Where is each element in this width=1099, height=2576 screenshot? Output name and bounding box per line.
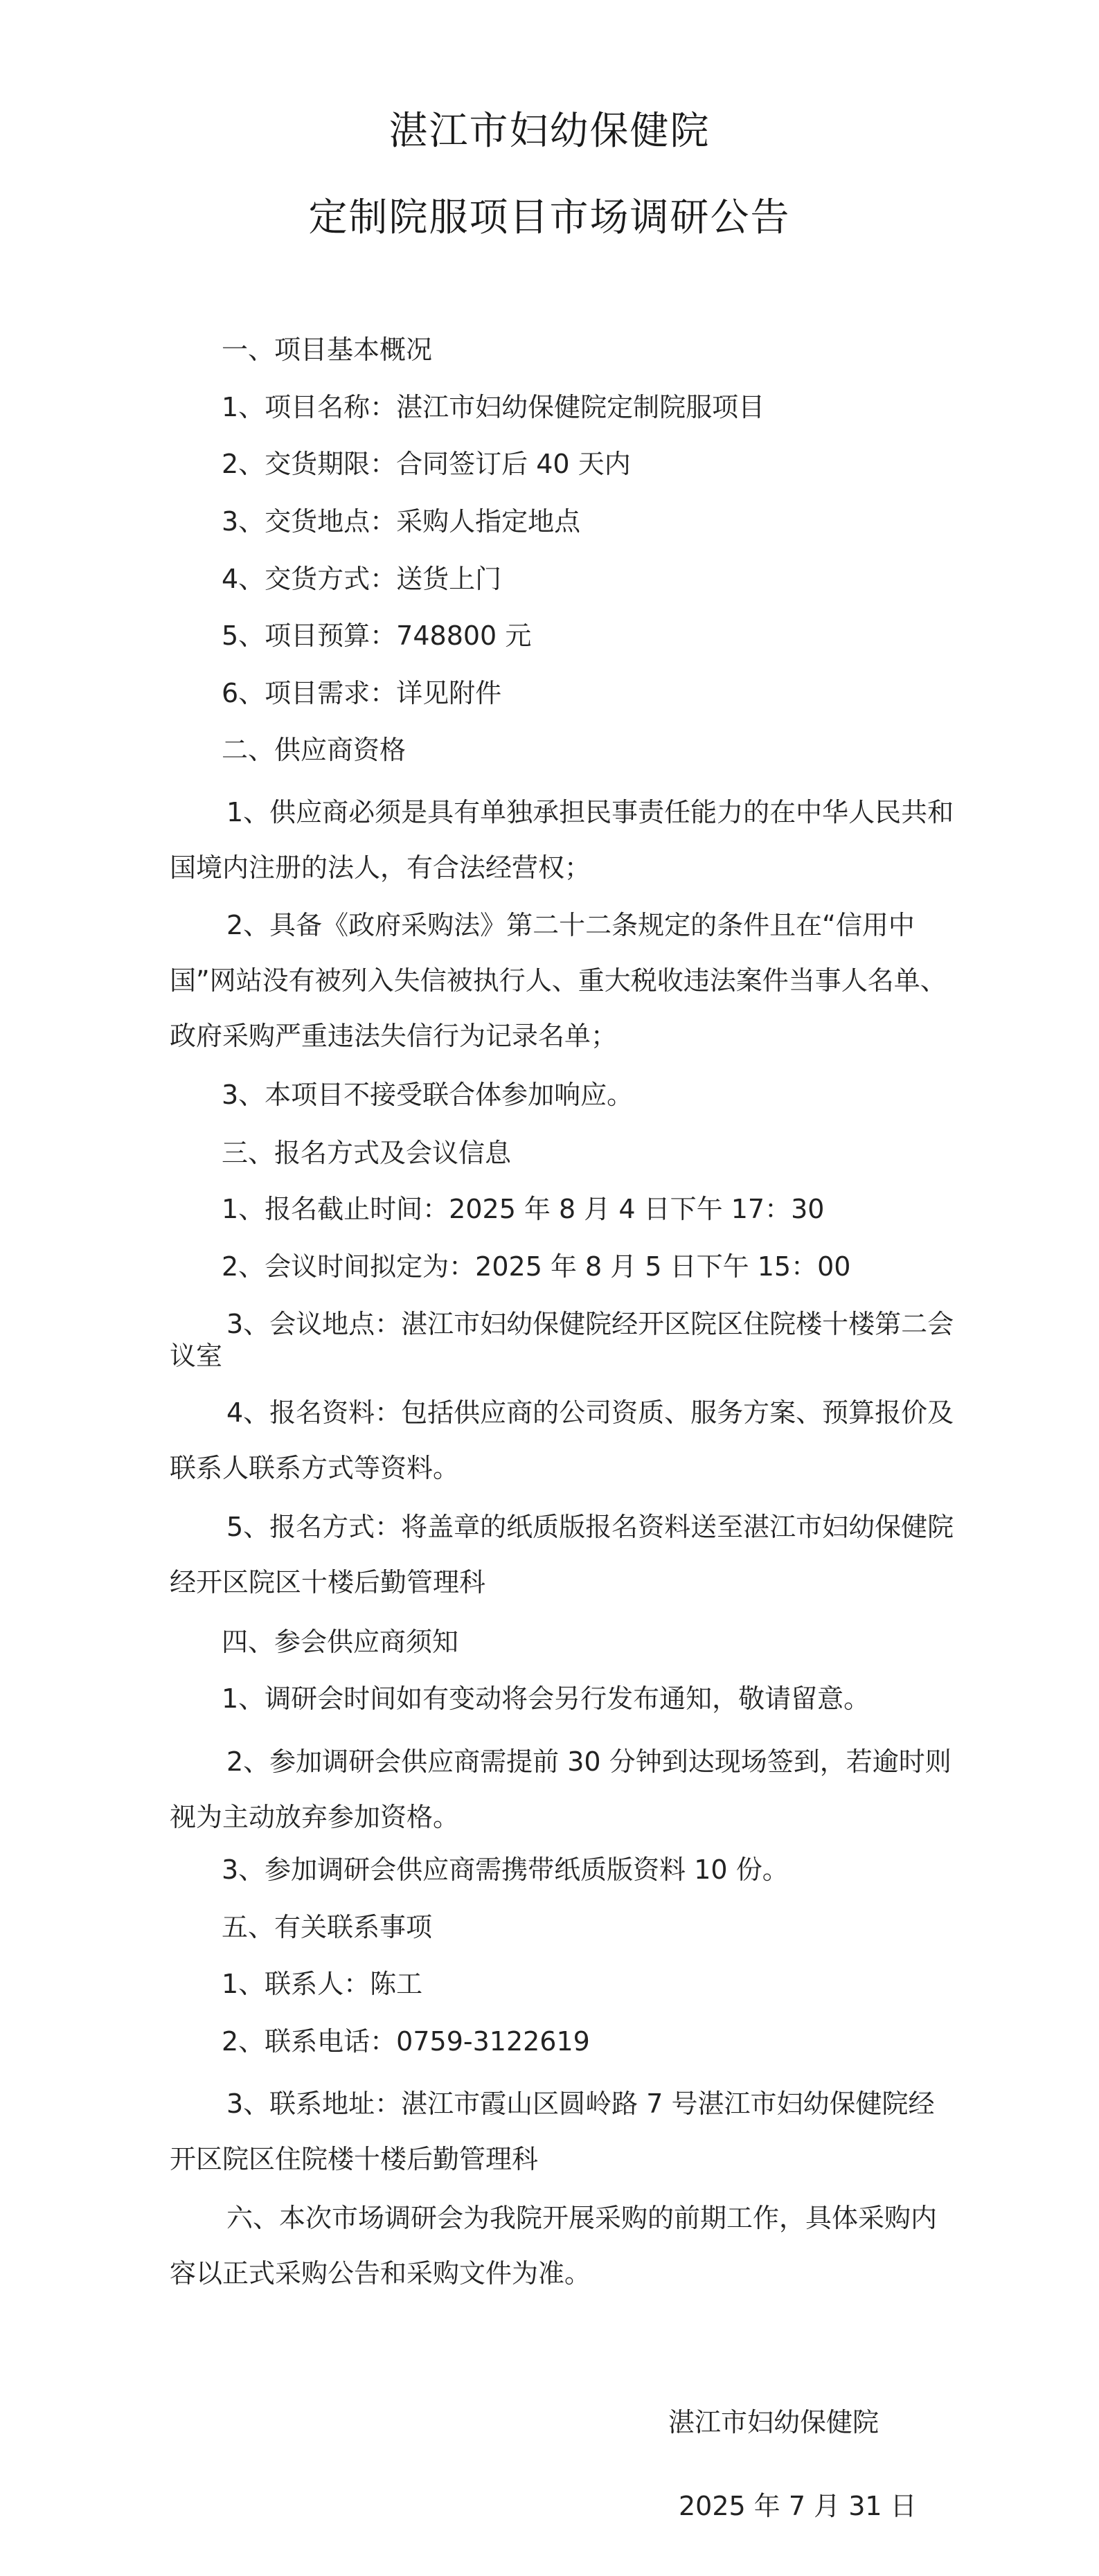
section-1-heading: 一、项目基本概况 xyxy=(222,334,433,365)
section-3-heading: 三、报名方式及会议信息 xyxy=(222,1138,512,1168)
section-2-heading: 二、供应商资格 xyxy=(222,735,406,765)
closing-statement: 六、本次市场调研会为我院开展采购的前期工作，具体采购内容以正式采购公告和采购文件为准。 xyxy=(170,2203,938,2289)
project-requirements: 6、项目需求：详见附件 xyxy=(222,678,502,708)
contact-person: 1、联系人：陈工 xyxy=(222,1969,423,1999)
supplier-qualification-3: 3、本项目不接受联合体参加响应。 xyxy=(222,1080,634,1110)
section-4-heading: 四、参会供应商须知 xyxy=(222,1627,459,1657)
meeting-location: 3、会议地点：湛江市妇幼保健院经开区院区住院楼十楼第二会议室 xyxy=(170,1309,954,1371)
project-name: 1、项目名称：湛江市妇幼保健院定制院服项目 xyxy=(222,392,765,422)
signature-date: 2025 年 7 月 31 日 xyxy=(679,2491,917,2521)
contact-address: 3、联系地址：湛江市霞山区圆岭路 7 号湛江市妇幼保健院经开区院区住院楼十楼后勤管理科 xyxy=(170,2088,935,2174)
registration-materials: 4、报名资料：包括供应商的公司资质、服务方案、预算报价及联系人联系方式等资料。 xyxy=(170,1397,954,1483)
registration-deadline: 1、报名截止时间：2025 年 8 月 4 日下午 17：30 xyxy=(222,1194,825,1224)
delivery-method: 4、交货方式：送货上门 xyxy=(222,564,502,594)
section-5-heading: 五、有关联系事项 xyxy=(222,1912,433,1942)
delivery-period: 2、交货期限：合同签订后 40 天内 xyxy=(222,449,631,479)
signature-organization: 湛江市妇幼保健院 xyxy=(668,2407,879,2438)
meeting-time: 2、会议时间拟定为：2025 年 8 月 5 日下午 15：00 xyxy=(222,1251,851,1282)
notice-3: 3、参加调研会供应商需携带纸质版资料 10 份。 xyxy=(222,1854,789,1885)
registration-method: 5、报名方式：将盖章的纸质版报名资料送至湛江市妇幼保健院经开区院区十楼后勤管理科 xyxy=(170,1512,954,1598)
delivery-location: 3、交货地点：采购人指定地点 xyxy=(222,506,581,537)
project-budget: 5、项目预算：748800 元 xyxy=(222,620,532,651)
document-title-line-2: 定制院服项目市场调研公告 xyxy=(308,195,791,240)
supplier-qualification-1: 1、供应商必须是具有单独承担民事责任能力的在中华人民共和国境内注册的法人，有合法经营权； xyxy=(170,797,954,883)
contact-phone: 2、联系电话：0759-3122619 xyxy=(222,2026,590,2057)
supplier-qualification-2: 2、具备《政府采购法》第二十二条规定的条件且在“信用中国”网站没有被列入失信被执行人、重大税收违法案件当事人名单、政府采购严重违法失信行为记录名单； xyxy=(170,910,947,1051)
notice-2: 2、参加调研会供应商需提前 30 分钟到达现场签到，若逾时则视为主动放弃参加资格。 xyxy=(170,1746,951,1832)
document-title-line-1: 湛江市妇幼保健院 xyxy=(388,109,711,154)
notice-1: 1、调研会时间如有变动将会另行发布通知，敬请留意。 xyxy=(222,1683,870,1714)
